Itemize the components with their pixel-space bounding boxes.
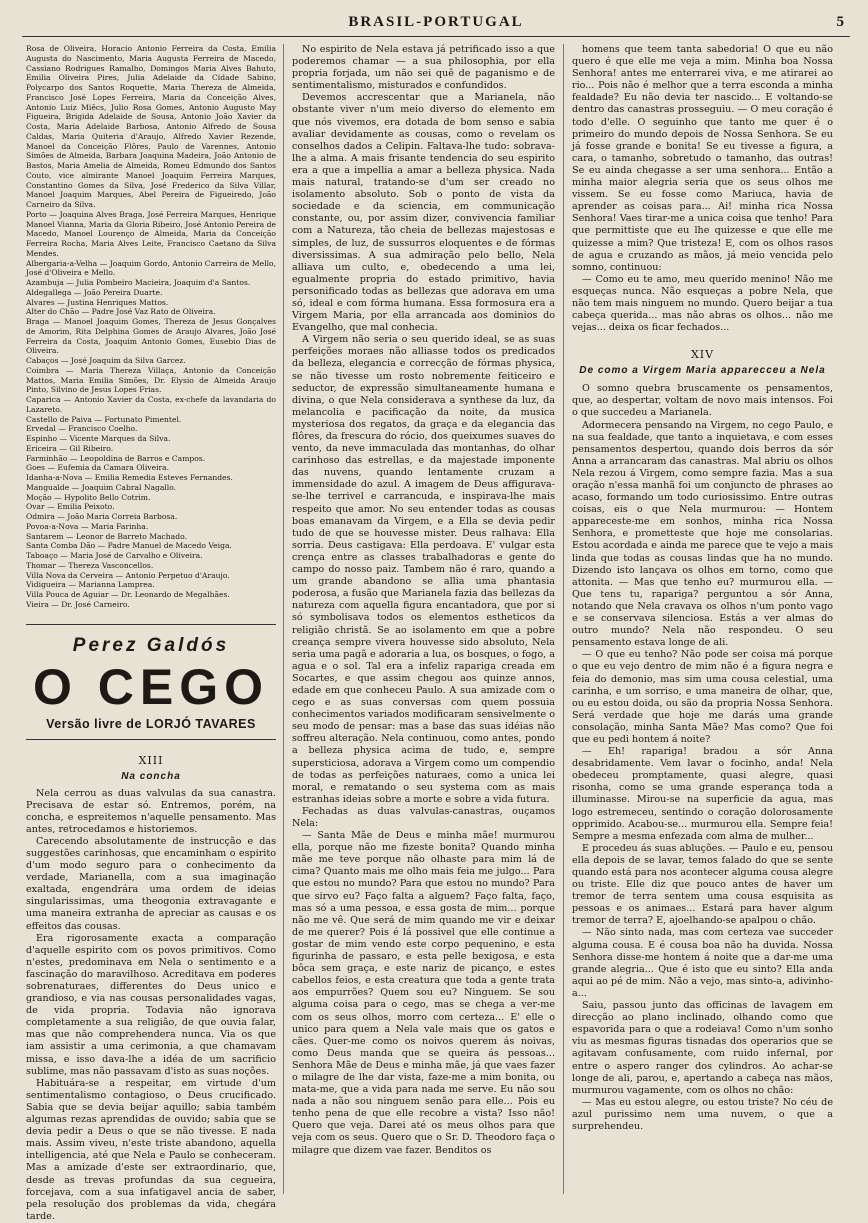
list-item: Ericeira — Gil Ribeiro. — [26, 443, 114, 453]
paragraph: — Não sinto nada, mas com certeza vae succeder alguma cousa. E é cousa boa não ha duvida. Nossa Senhora disse-me hontem á noite que a dar-me uma grande alegria... Que é isto que eu sinto? Ella anda aqui ao pé de mim. Não a vejo, mas sinto-a, adivinho-a... — [572, 927, 833, 999]
column-left — [26, 44, 276, 1222]
list-item: Goes — Eufemia da Camara Oliveira. — [26, 463, 170, 473]
list-item: Rosa de Oliveira, Horacio Antonio Ferreira da Costa, Emilia Augusta do Nascimento, Maria Augusta Ferreira de Macedo, Cassiano Rodrigues Ramalho, Domingos Maria Alves Bahuto, Emilia Oliveira Pires, Julia Adelaide da Cidade Sabino, Polycarpo dos Santos Roquette, Maria Thereza de Almeida, Francisco José Lopes Ferreira, Maria da Conceição Alves, Antonio Luiz Miêcs, Julio Rosa Gomes, Antonio Augusto May Figueira, Brigida Adelaide de Sousa, Antonio João Xavier da Costa, Maria Adelaide Barbosa, Antonio Alfredo de Sousa Caldas, Maria Quiteria d'Araujo, Alfredo Xavier Rezende, Manoel da Conceição Flôres, Paulo de Varennes, Antonio Simões de Almeida, Barbara Joaquina Madeira, João Antonio de Bastos, Maria Amelia de Almeida, Romeu Edmundo dos Santos Couto, vice almirante Manoel Joaquim Ferreira Marques, Constantino Gomes da Silva, José Frederico da Silva Villar, Manoel Joaquim Marques, Abel Pereira de Figueiredo, João Carneiro da Silva. — [26, 44, 276, 209]
paragraph: — Mas eu estou alegre, ou estou triste? No céu de azul purissimo nem uma nuvem, o que a surprehendeu. — [572, 1096, 833, 1132]
list-item: Odmira — João Maria Correia Barbosa. — [26, 512, 178, 521]
list-item: Thomar — Thereza Vasconcellos. — [26, 560, 154, 570]
list-item: Braga — Manoel Joaquim Gomes, Thereza de Jesus Gonçalves de Amorim, Rita Delphina Gomes de Araujo Alvares, João José Ferreira da Costa, Joaquim Antonio Gomes, Eusebio Dias de Oliveira. — [26, 317, 276, 356]
paragraph: Devemos accrescentar que a Marianela, não obstante viver n'um meio diverso do elemento em que nós vivemos, era dotada de bom senso e sabia avaliar devidamente as cousas, como o revelam os conselhos dados a Celipin. Faltava-lhe tudo: sobrava-lhe a alma. A mais frisante tendencia do seu espirito era a que a impellia a amar a belleza physica. Nada mais natural, tratando-se d'um ser creado no isolamento absoluto. Sob o ponto de vista da sociedade e da sciencia, em communicação constante, ou, por assim dizer, convivencia familiar com a Natureza, tão cheia de bellezas majestosas e simples, de luz, de sussurros eloquentes e de fórmas diversissimas. A sua admiração pelo bello, Nela alliava um culto, e, obedecendo a uma lei, egualmente propria do estado primitivo, havia personificado todas as bellezas que adorava em uma só, ideal e com fórma humana. Essa formosura era a Virgem Maria, por ella arrancada aos dominios do Evangelho, que mal conhecia. — [292, 92, 555, 334]
paragraph: E procedeu ás suas abluções. — Paulo e eu, pensou ella depois de se lavar, temos falado do que se sente quando está para nos acontecer alguma cousa alegre ou triste. Elle diz que pouco antes de haver um tremor de terra sentem uma cousa esquisita as pessoas e os animaes... Estará para haver algum tremor de terra? E, ajoelhando-se apalpou o chão. — [572, 842, 833, 927]
list-item: Castello de Paiva — Fortunato Pimentel. — [26, 414, 182, 424]
paragraph: Fechadas as duas valvulas-canastras, ouçamos Nela: — [292, 805, 555, 829]
list-item: Alter do Chão — Padre José Vaz Rato de Oliveira. — [26, 307, 216, 317]
list-item: Farminhão — Leopoldina de Barros e Campos. — [26, 453, 206, 463]
publication-title: BRASIL-PORTUGAL — [348, 14, 524, 30]
paragraph: Adormecera pensando na Virgem, no cego Paulo, e na sua fealdade, que tanto a inquietava, e com esses pensamentos despertou, quando dois berros da sór Anna a arrancaram das canastras. Mal abriu os olhos Nela rezou á Virgem, como sempre fazia. Mas a sua oração n'essa manhã foi um conjuncto de phrases ao acaso, formando um todo curiosissimo. Entre outras coisas, eis o que Nela murmurou: — Hontem appareceste-me em sonhos, minha rica Nossa Senhora, e prometteste que hoje me consolarias. Estou acordada e ainda me parece que te vejo a mais linda que todas as cousas lindas que ha no mundo. Dizendo isto lançava os olhos em torno, como que attonita. — Mas que tenho eu? murmurou ella. — Que tens tu, rapariga? perguntou a sór Anna, notando que Nela cravava os olhos n'um ponto vago e se conservava silenciosa. Estás a ver almas do outro mundo? Nela não respondeu. O seu pensamento estava longe de ali. — [572, 419, 833, 649]
paragraph: Nela cerrou as duas valvulas da sua canastra. Precisava de estar só. Entremos, porém, na concha, e espreitemos n'aquelle pensamento. Mas antes, retrocedamos e historiemos. — [26, 787, 276, 835]
translation-credit: Versão livre de LORJÓ TAVARES — [26, 717, 276, 740]
list-item: Moção — Hypolito Bello Cotrim. — [26, 492, 151, 502]
list-item: Taboaço — Maria José de Carvalho e Oliveira. — [26, 551, 203, 560]
donor-list — [26, 44, 276, 610]
chapter-number: XIII — [138, 753, 164, 767]
list-item: Santarem — Leonor de Barreto Machado. — [26, 531, 187, 541]
paragraph: Saiu, passou junto das officinas de lavagem em direcção ao plano inclinado, olhando como que espavorida para o que a rodeiava! Como n'um sonho viu as mesmas figuras tisnadas dos operarios que se agitavam confusamente, com ruido infernal, por entre o aspero ranger dos cylindros. Ao achar-se longe de ali, parou, e, apertando a cabeça nas mãos, murmurou vagamente, com os olhos no chão: — [572, 1000, 833, 1096]
page-number: 5 — [836, 14, 844, 30]
paragraph: — Eh! rapariga! bradou a sór Anna desabridamente. Vem lavar o focinho, anda! Nela obedeceu promptamente, quasi alegre, quasi risonha, como se uma grande esperança toda a illuminasse. Mirou-se na superficie da agua, mas logo estremeceu, sentindo o coração dolorosamente opprimido. Acabou-se... murmurou ella. Sempre feia! Sempre a mesma enfezada com alma de mulher... — [572, 746, 833, 842]
chapter-title: De como a Virgem Maria apparecceu a Nela — [579, 365, 826, 377]
list-item: Povoa-a-Nova — Maria Farinha. — [26, 521, 149, 531]
list-item: Coimbra — Maria Thereza Villaça, Antonio da Conceição Mattos, Maria Emilia Simões, Dr. Elysio de Almeida Araujo Pinto, Silvino de Jesus Lopes Frias. — [26, 365, 276, 395]
page-header — [22, 10, 850, 37]
paragraph: Habituára-se a respeitar, em virtude d'um sentimentalismo contagioso, o Deus crucificado. Sabia que se devia beijar aquillo; sabia também algumas rezas aprendidas de ouvido; sabia que se devia pedir a Deus o que se não tivesse. E nada mais. Assim viveu, n'este triste abandono, aquella intelligencia, até que Nela e Paulo se conheceram. Mas a amizade d'este ser extraordinario, que, desde as trevas profundas da sua cegueira, forcejava, com a sua infatigavel ancia de saber, pela resolução dos problemas da vida, chegára tarde. — [26, 1077, 276, 1222]
column-right — [563, 44, 833, 1194]
list-item: Ervedal — Francisco Coelho. — [26, 424, 138, 434]
paragraph: No espirito de Nela estava já petrificado isso a que poderemos chamar — a sua philosophia, por ella propria forjada, um não sei quê de paganismo e de sentimentalismo, misturados e confundidos. — [292, 44, 555, 92]
list-item: Santa Comba Dão — Padre Manuel de Macedo Veiga. — [26, 541, 232, 551]
list-item: Vidigueira — Marianna Lamprea. — [26, 580, 155, 590]
list-item: Vieira — Dr. José Carneiro. — [26, 599, 130, 609]
list-item: Espinho — Vicente Marques da Silva. — [26, 434, 171, 443]
paragraph: A Virgem não seria o seu querido ideal, se as suas perfeições moraes não alliasse todos os predicados da belleza, elegancia e correcção de fórmas physica, se não tivesse um rosto nobremente feiticeiro e seductor, de expressão simultaneamente humana e divina, o que Nela considerava a synthese da luz, da melancolia e pacificação da noite, da musica mysteriosa dos regatos, da graça e da elegancia das flôres, da frescura do rócio, dos queixumes suaves do vento, da neve immaculada das montanhas, do olhar carinhoso das estrellas, e da majestade imponente das nuvens, quando lentamente cruzam a immensidade do azul. A imagem de Deus affigurava-se-lhe terrivel e carrancuda, e inspirava-lhe mais respeito que amor. No seu entender todas as cousas boas emanavam da Virgem, e a Ella se devia pedir tudo de que se houvesse mister. Deus ralhava: Ella sorria. Deus castigava: Ella perdoava. E' vulgar esta crença entre as classes trabalhadoras e gente do campo do nosso paiz. Tambem não é raro, quando a um grande abandono se allia uma phantasia poderosa, a fusão que Marianela fazia das bellezas da natureza com aquella figura encantadora, que por si só symbolisava todos os elementos estheticos da religião christã. Se ao isolamento em que a pobre creança sempre vivera houvesse sido absoluto, Nela seria uma pagã e adoraria a lua, os bosques, o fogo, a agua e o sol. Tal era a infeliz rapariga creada em Socartes, e que assim chegou aos quinze annos, edade em que conheceu Paulo. A sua amizade com o cego e as suas conversas com quem possuia conhecimentos variados modificaram sensivelmente o seu modo de pensar: mas a base das suas idéias não soffreu alteração. Nela continuou, como antes, pondo a belleza physica acima de tudo, e, sempre supersticiosa, adorava a Virgem como um compendio de todas as perfeições naturaes, como a unica lei moral, e rematando o seu systema com as mais estranhas ideias sobre a morte e sobre a vida futura. — [292, 334, 555, 805]
paragraph: — Como eu te amo, meu querido menino! Não me esqueças nunca. Não esqueças a pobre Nela, que não tem mais ninguem no mundo. Quero beijar a tua cabeça querida... mas não abras os olhos... não me vejas... deixa os ficar fechados... — [572, 273, 833, 334]
list-item: Porto — Joaquina Alves Braga, José Ferreira Marques, Henrique Manoel Vianna, Maria da Gloria Ribeiro, José Antonio Pereira de Macedo, Manoel Lourenço de Almeida, Maria da Conceição Ferreira Rocha, Maria Alves Leite, Francisco Caetano da Silva Mendes. — [26, 209, 276, 258]
list-item: Idanha-a-Nova — Emilia Remedia Esteves Fernandes. — [26, 473, 233, 482]
book-title: O CEGO — [32, 658, 270, 715]
paragraph: — Santa Mãe de Deus e minha mãe! murmurou ella, porque não me fizeste bonita? Quando minha mãe me teve porque não olhaste para mim lá de cima? Quanto mais me olho mais feia me julgo... Para que estou no mundo? Para que estou no mundo? Para que sirvo eu? Faço falta a alguem? Faço falta, faço, mas só a uma pessoa, e essa gosta de mim... porque não me vê. Que será de mim quando me vir e deixar de me querer? Pois é lá possivel que elle continue a gostar de mim vendo este corpo pequenino, e esta figurinha de passaro, e esta pelle bexigosa, e esta bôca sem graça, e este nariz de picanço, e estes cabellos feios, e esta creatura que toda a gente trata aos empurrões? Quem sou eu? Ninguem. Se sou alguma coisa para o cego, mas se chega a ver-me com os seus olhos, morro com certeza... E' elle o unico para quem a Nela vale mais que os gatos e cães. Quer-me como os noivos querem ás noivas, como Deus manda que se queira ás pessoas... Senhora Mãe de Deus e minha mãe, já que vaes fazer o milagre de lhe dar vista, faze-me a mim bonita, ou mata-me, que a vida para nada me serve. Eu não sou nada a não sou ninguem senão para elle... Pois eu tenho pena de que elle recobre a vista? Isso não! Quero que veja. Darei até os meus olhos para que veja com os seus. Quero que o Sr. D. Theodoro faça o milagre que dizem vae fazer. Benditos os — [292, 830, 555, 1156]
article-body — [26, 788, 276, 1223]
list-item: Villa Nova da Cerveira — Antonio Perpetuo d'Araujo. — [26, 570, 230, 580]
list-item: Albergaria-a-Velha — Joaquim Gordo, Antonio Carreira de Mello, José d'Oliveira e Mello. — [26, 258, 276, 278]
list-item: Mangualde — Joaquim Cabral Nagallo. — [26, 482, 177, 492]
paragraph: Era rigorosamente exacta a comparação d'aquelle espirito com os povos primitivos. Como n'estes, predominava em Nela o sentimento e a fascinação do maravilhoso. Acreditava em poderes sobrenaturaes, differentes do Deus unico e grandioso, e via nas cousas personalidades vagas, de vida propria. Todavia não ignorava completamente a sua religião, de que ouvia falar, mas que não comprehendera nunca. Via os que iam assistir a uma cerimonia, a que chamavam missa, e isso dava-lhe a idéa de um sacrificio sublime, mas não passavam d'isto as suas noções. — [26, 932, 276, 1077]
list-item: Cabaços — José Joaquim da Silva Garcez. — [26, 356, 186, 365]
list-item: Alvares — Justina Henriques Mattos. — [26, 297, 169, 307]
author-name: Perez Galdós — [26, 624, 276, 657]
paragraph: Carecendo absolutamente de instrucção e das suggestões carinhosas, que encaminham o espirito d'um modo seguro para o conhecimento da verdade, Marianella, com a sua imaginação exaltada, engendrára uma ordem de ideias singularissimas, uma theogonia extravagante e uma maneira extranha de apreciar as causas e os effeitos das cousas. — [26, 835, 276, 932]
chapter-title: Na concha — [121, 770, 181, 782]
paragraph: O somno quebra bruscamente os pensamentos, que, ao despertar, voltam de novo mais intensos. Foi o que succedeu a Marianela. — [572, 383, 833, 419]
list-item: Ovar — Emilia Peixoto. — [26, 502, 115, 512]
paragraph: — O que eu tenho? Não pode ser coisa má porque o que eu vejo dentro de mim não é a figura negra e feia do demonio, mas sim uma cousa celestial, uma carinha, e um sorriso, e uma maneira de olhar, que, ou eu estou doida, ou são da propria Nossa Senhora. Será verdade que hoje me darás uma grande consolação, minha Santa Mãe? Mas como? Que foi que eu pedi hontem á noite? — [572, 649, 833, 745]
list-item: Caparica — Antonio Xavier da Costa, ex-chefe da lavandaria do Lazareto. — [26, 395, 276, 414]
column-middle — [283, 44, 555, 1194]
chapter-number: XIV — [690, 348, 715, 362]
list-item: Azambuja — Julia Pombeiro Macieira, Joaquim d'a Santos. — [26, 278, 251, 287]
list-item: Villa Pouca de Aguiar — Dr. Leonardo de Megalhães. — [26, 590, 230, 599]
list-item: Aldegallega — João Pereira Duarte. — [26, 287, 163, 297]
paragraph: homens que teem tanta sabedoria! O que eu não quero é que elle me veja a mim. Minha boa Nossa Senhora! antes me enterrarei viva, e me atirarei ao rio... Pois não é melhor que a terra esconda a minha fealdade? Eu não devia ter nascido... E voltando-se dentro das canastras prosseguiu. — O meu coração é todo d'elle. O seguinho que tanto me quer é o primeiro do mundo depois de Nossa Senhora. Se eu já fosse grande e bonita! Se eu tivesse a figura, a cara, o tamanho, sobretudo o tamanho, das outras! Se eu ainda chegasse a ser uma senhora... Então a minha maior alegria seria que os seus olhos me vissem. Se eu fosse como Mariuca, havia de aprender as coisas para... Ai! minha rica Nossa Senhora! Vaes tirar-me a unica coisa que tenho! Para que permittiste que eu lhe quizesse e que elle me quizesse a mim? Que tristeza! E, com os olhos rasos de agua e cruzando as mãos, já meio vencida pelo somno, continuou: — [572, 44, 833, 273]
